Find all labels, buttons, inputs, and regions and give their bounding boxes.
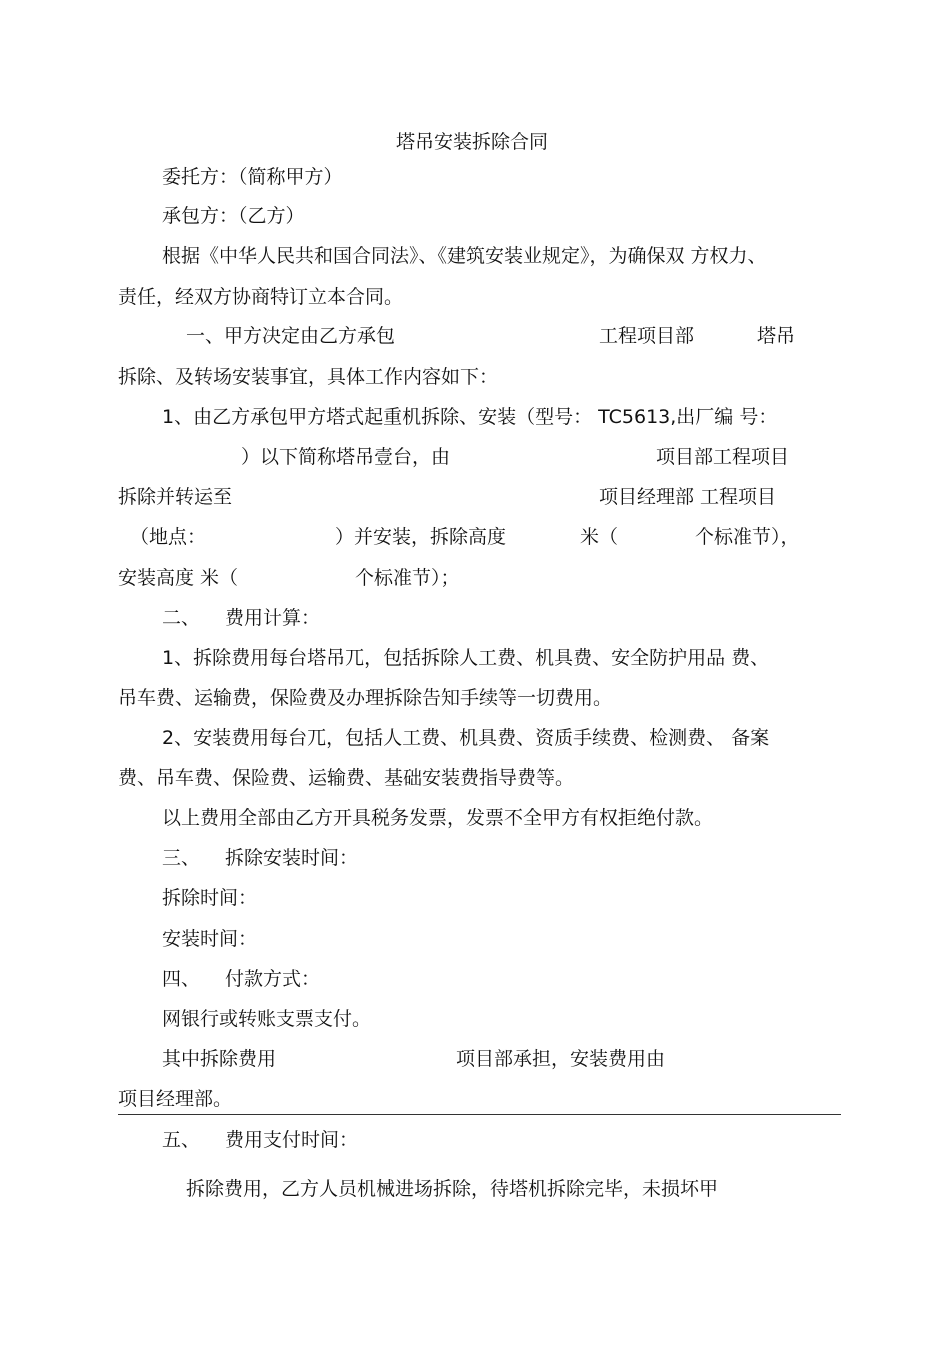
section-1-item-1-line-4b: ）并安装，拆除高度 [335,526,507,548]
installation-time-line: 安装时间： [162,928,258,950]
section-4-line-a: 其中拆除费用 [162,1048,277,1070]
intro-line-1: 根据《中华人民共和国合同法》、《建筑安装业规定》，为确保双 方权力、 [162,245,767,267]
section-2-heading: 费用计算： [225,607,321,629]
intro-line-2: 责任，经双方协商特订立本合同。 [118,286,404,308]
section-1-item-1-line-3b: 项目经理部 工程项目 [599,486,777,508]
contractor-line: 承包方：（乙方） [162,205,305,227]
horizontal-divider [118,1114,841,1115]
section-1-item-1-line-4c: 米（ [580,526,619,548]
section-1-line-1b: 工程项目部 [599,325,695,347]
section-3-heading-number: 三、 [162,847,201,869]
section-4-line-c: 项目经理部。 [118,1088,233,1110]
section-4-heading-number: 四、 [162,968,201,990]
section-1-item-1-line-3a: 拆除并转运至 [118,486,233,508]
client-line: 委托方：（简称甲方） [162,166,343,188]
section-1-item-1-line-5a: 安装高度 米（ [118,567,239,589]
section-4-line-b: 项目部承担，安装费用由 [456,1048,666,1070]
section-2-note: 以上费用全部由乙方开具税务发票，发票不全甲方有权拒绝付款。 [162,807,714,829]
section-2-item-1-line-2: 吊车费、运输费，保险费及办理拆除告知手续等一切费用。 [118,687,613,709]
section-2-item-2-line-2: 费、吊车费、保险费、运输费、基础安装费指导费等。 [118,767,575,789]
section-5-heading: 费用支付时间： [225,1129,359,1151]
section-1-item-1-line-4a: （地点： [130,526,207,548]
document-title: 塔吊安装拆除合同 [396,131,549,153]
section-1-line-1a: 一、甲方决定由乙方承包 [186,325,396,347]
section-2-item-1-line-1: 1、拆除费用每台塔吊兀，包括拆除人工费、机具费、安全防护用品 费、 [162,647,770,669]
section-1-item-1-line-2a: ）以下简称塔吊壹台，由 [241,446,451,468]
section-5-line-1: 拆除费用，乙方人员机械进场拆除，待塔机拆除完毕，未损坏甲 [186,1178,719,1200]
section-1-item-1-line-2b: 项目部工程项目 [656,446,790,468]
section-4-heading: 付款方式： [225,968,321,990]
section-1-item-1-line-5b: 个标准节）； [355,567,460,589]
section-2-item-2-line-1: 2、安装费用每台兀，包括人工费、机具费、资质手续费、检测费、 备案 [162,727,770,749]
section-1-line-1c: 塔吊 [757,325,796,347]
section-1-item-1-line-1: 1、由乙方承包甲方塔式起重机拆除、安装（型号： TC5613,出厂编 号： [162,406,778,428]
section-1-line-2: 拆除、及转场安装事宜，具体工作内容如下： [118,366,499,388]
removal-time-line: 拆除时间： [162,887,258,909]
payment-method-line: 网银行或转账支票支付。 [162,1008,372,1030]
section-1-item-1-line-4d: 个标准节）， [695,526,800,548]
section-5-heading-number: 五、 [162,1129,201,1151]
section-2-heading-number: 二、 [162,607,201,629]
section-3-heading: 拆除安装时间： [225,847,359,869]
